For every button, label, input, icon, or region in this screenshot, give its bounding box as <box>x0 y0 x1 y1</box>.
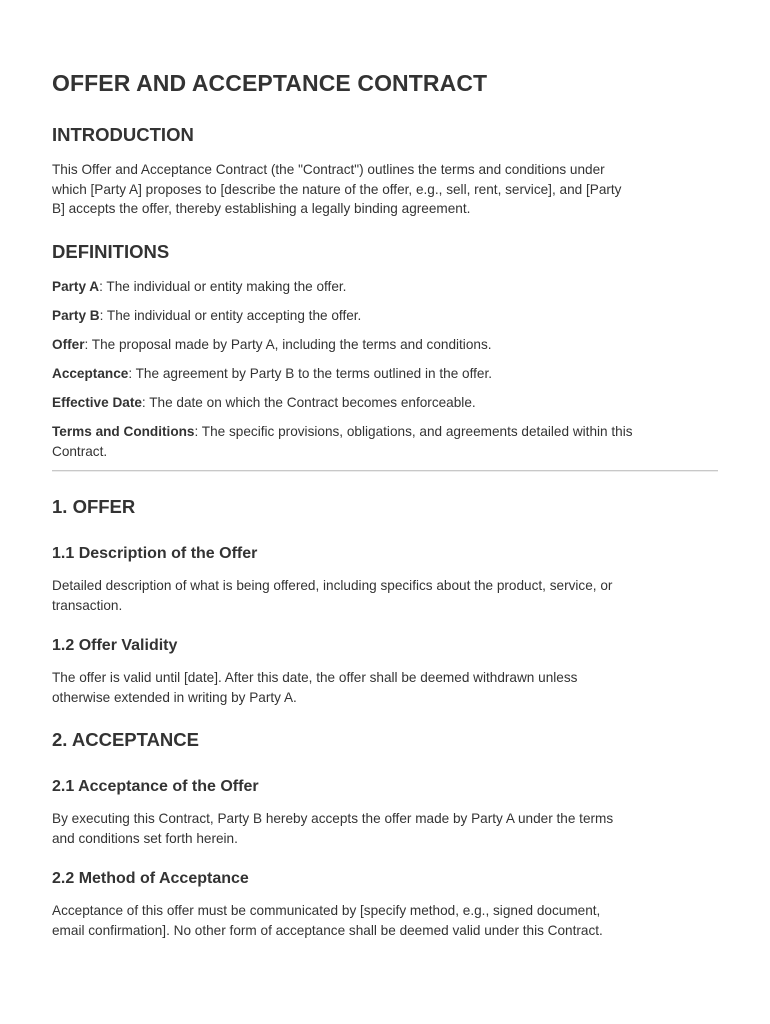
definition-text: : The individual or entity making the offer. <box>99 279 347 294</box>
offer-validity-heading: 1.2 Offer Validity <box>52 637 178 654</box>
method-of-acceptance-heading: 2.2 Method of Acceptance <box>52 870 249 887</box>
paragraph-line: By executing this Contract, Party B hereby accepts the offer made by Party A under the terms <box>52 811 614 826</box>
definition-text: : The proposal made by Party A, including the terms and conditions. <box>84 337 492 352</box>
introduction-line-1: This Offer and Acceptance Contract (the "Contract") outlines the terms and conditions under <box>52 162 605 177</box>
paragraph-line: and conditions set forth herein. <box>52 830 238 846</box>
definition-item <box>52 335 492 355</box>
acceptance-of-offer-paragraph <box>52 809 613 848</box>
acceptance-heading: 2. ACCEPTANCE <box>52 729 199 750</box>
offer-description-paragraph <box>52 576 612 615</box>
definition-text: : The individual or entity accepting the offer. <box>99 308 362 323</box>
definition-item <box>52 306 361 326</box>
definition-term: Terms and Conditions <box>52 424 195 439</box>
introduction-line-3: B] accepts the offer, thereby establishing a legally binding agreement. <box>52 201 471 216</box>
definition-term: Party A <box>52 279 100 294</box>
definition-term: Effective Date <box>52 395 142 410</box>
introduction-heading: INTRODUCTION <box>52 124 194 145</box>
definition-item <box>52 422 633 461</box>
acceptance-of-offer-heading: 2.1 Acceptance of the Offer <box>52 778 259 795</box>
paragraph-line: Detailed description of what is being offered, including specifics about the product, service, or <box>52 578 613 593</box>
definition-text: : The agreement by Party B to the terms outlined in the offer. <box>128 366 493 381</box>
definition-item <box>52 364 492 384</box>
definition-text: : The date on which the Contract becomes enforceable. <box>141 395 476 410</box>
introduction-paragraph <box>52 160 621 219</box>
paragraph-line: transaction. <box>52 597 123 613</box>
paragraph-line: The offer is valid until [date]. After this date, the offer shall be deemed withdrawn unless <box>52 670 578 685</box>
offer-validity-paragraph <box>52 668 577 707</box>
document-title: OFFER AND ACCEPTANCE CONTRACT <box>52 70 488 96</box>
introduction-line-2: which [Party A] proposes to [describe the nature of the offer, e.g., sell, rent, service], and [Party <box>52 181 622 197</box>
definition-term: Party B <box>52 308 100 323</box>
method-of-acceptance-paragraph <box>52 901 603 940</box>
paragraph-line: email confirmation]. No other form of acceptance shall be deemed valid under this Contract. <box>52 922 603 938</box>
offer-description-heading: 1.1 Description of the Offer <box>52 545 258 562</box>
paragraph-line: otherwise extended in writing by Party A. <box>52 689 297 705</box>
definition-item <box>52 393 476 413</box>
horizontal-divider <box>52 470 718 472</box>
definition-term: Acceptance <box>52 366 129 381</box>
definition-term: Offer <box>52 337 85 352</box>
definitions-heading: DEFINITIONS <box>52 241 170 262</box>
definition-item <box>52 277 346 297</box>
paragraph-line: Acceptance of this offer must be communicated by [specify method, e.g., signed document, <box>52 903 601 918</box>
definition-text-continued: Contract. <box>52 443 108 459</box>
definition-text: : The specific provisions, obligations, and agreements detailed within this <box>194 424 633 439</box>
offer-heading: 1. OFFER <box>52 496 136 517</box>
